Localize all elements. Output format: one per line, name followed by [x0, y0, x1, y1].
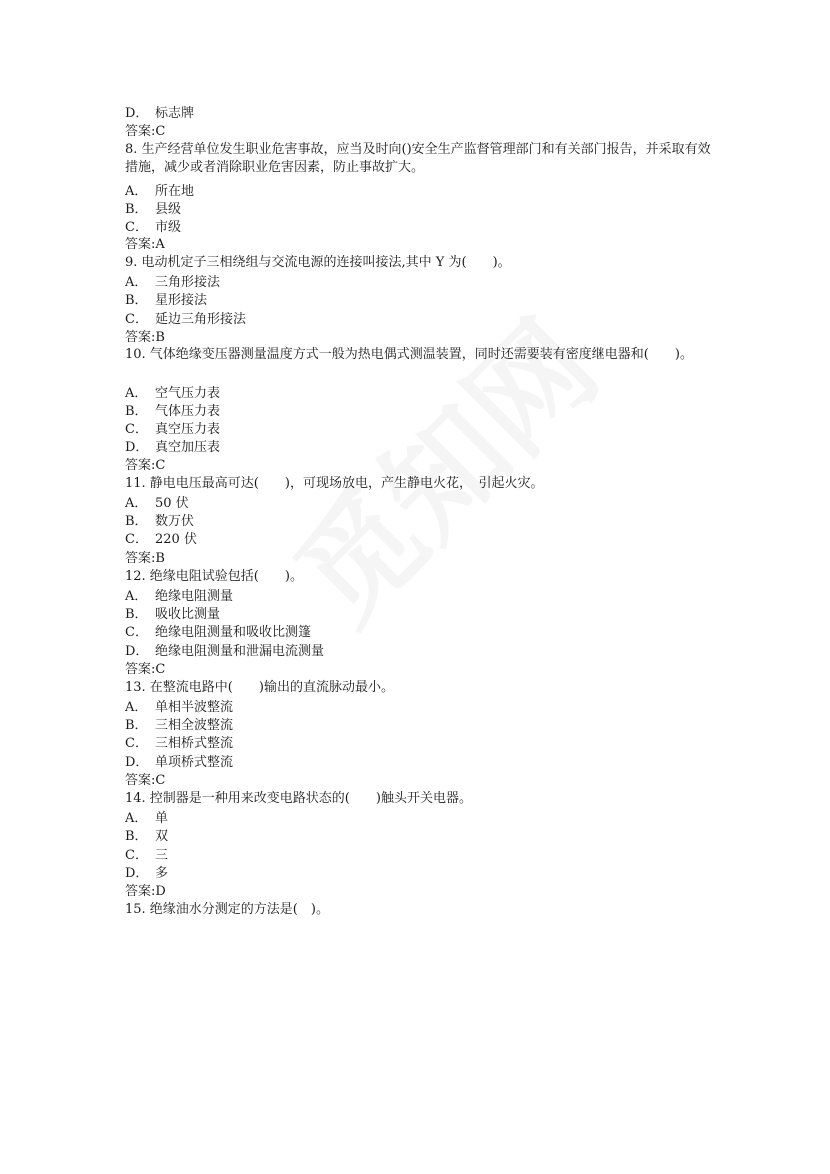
answer-13: 答案:C: [125, 773, 166, 788]
option-7d: D． 标志牌: [125, 106, 195, 121]
option-10c: C． 真空压力表: [125, 422, 221, 437]
question-9: 9. 电动机定子三相绕组与交流电源的连接叫接法,其中 Y 为( )。: [125, 255, 511, 270]
option-10a: A． 空气压力表: [125, 386, 221, 401]
option-11a: A． 50 伏: [125, 496, 189, 511]
option-13a: A． 单相半波整流: [125, 700, 234, 715]
option-10d: D． 真空加压表: [125, 440, 221, 455]
answer-9: 答案:B: [125, 330, 165, 345]
option-11b: B． 数万伏: [125, 514, 195, 529]
option-14c: C． 三: [125, 848, 169, 863]
answer-12: 答案:C: [125, 662, 166, 677]
question-10: 10. 气体绝缘变压器测量温度方式一般为热电偶式测温装置，同时还需要装有密度继电器和( )。: [125, 347, 693, 362]
answer-14: 答案:D: [125, 884, 166, 899]
option-12c: C． 绝缘电阻测量和吸收比测篷: [125, 625, 312, 640]
option-9a: A． 三角形接法: [125, 275, 221, 290]
option-13c: C． 三相桥式整流: [125, 736, 234, 751]
question-14: 14. 控制器是一种用来改变电路状态的( )触头开关电器。: [125, 791, 472, 806]
option-13d: D． 单项桥式整流: [125, 755, 234, 770]
option-9b: B． 星形接法: [125, 293, 208, 308]
answer-11: 答案:B: [125, 551, 165, 566]
option-12a: A． 绝缘电阻测量: [125, 589, 234, 604]
option-12b: B． 吸收比测量: [125, 607, 221, 622]
question-13: 13. 在整流电路中( )输出的直流脉动最小。: [125, 680, 394, 695]
option-14d: D． 多: [125, 866, 169, 881]
answer-8: 答案:A: [125, 237, 165, 252]
option-12d: D． 绝缘电阻测量和泄漏电流测量: [125, 644, 325, 659]
option-8a: A． 所在地: [125, 184, 195, 199]
option-11c: C． 220 伏: [125, 532, 197, 547]
answer-7: 答案:C: [125, 124, 166, 139]
option-14b: B． 双: [125, 829, 169, 844]
option-10b: B． 气体压力表: [125, 404, 221, 419]
question-11: 11. 静电电压最高可达( )，可现场放电，产生静电火花， 引起火灾。: [125, 476, 544, 491]
option-8b: B． 县级: [125, 202, 182, 217]
option-9c: C． 延边三角形接法: [125, 312, 247, 327]
option-8c: C． 市级: [125, 220, 182, 235]
option-13b: B． 三相全波整流: [125, 718, 234, 733]
option-14a: A． 单: [125, 811, 169, 826]
question-15: 15. 绝缘油水分测定的方法是( )。: [125, 902, 329, 917]
question-8: 8. 生产经营单位发生职业危害事故，应当及时向()安全生产监督管理部门和有关部门报告，并采取有效措施，减少或者消除职业危害因素，防止事故扩大。: [125, 142, 711, 175]
question-12: 12. 绝缘电阻试验包括( )。: [125, 569, 303, 584]
answer-10: 答案:C: [125, 458, 166, 473]
